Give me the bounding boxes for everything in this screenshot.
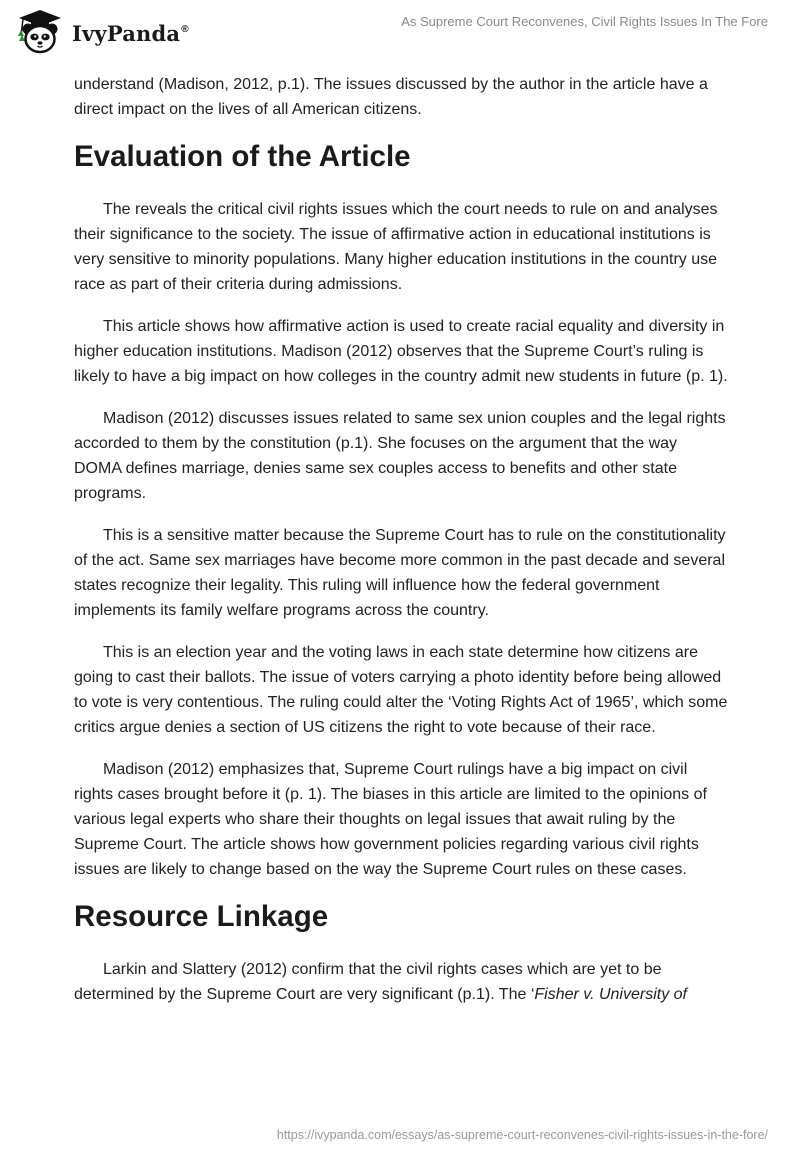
paragraph: This article shows how affirmative action is used to create racial equality and diversity in higher education institutions. Madison (2012) observes that the Supreme Court’s ruling is likely to have a big impact on how colleges in the country admit new students in future (p. 1).: [74, 318, 728, 385]
paragraph: This is a sensitive matter because the Supreme Court has to rule on the constitutionality of the act. Same sex marriages have become more common in the past decade and several states recognize their legality. This ruling will influence how the federal government implements its family welfare programs across the country.: [74, 527, 726, 619]
panda-graduate-icon: [14, 6, 66, 58]
section-heading-evaluation: Evaluation of the Article: [74, 140, 411, 173]
intro-paragraph: understand (Madison, 2012, p.1). The issues discussed by the author in the article have a direct impact on the lives of all American citizens.: [74, 76, 708, 118]
section-heading-resource-linkage: Resource Linkage: [74, 900, 329, 933]
essay-title: As Supreme Court Reconvenes, Civil Rights Issues In The Fore: [401, 14, 768, 29]
paragraph: This is an election year and the voting laws in each state determine how citizens are going to cast their ballots. The issue of voters carrying a photo identity before being allowed to vote is very contentious. The ruling could alter the ‘Voting Rights Act of 1965’, which some critics argue denies a section of US citizens the right to vote because of their race.: [74, 644, 728, 736]
ivypanda-logo[interactable]: [14, 6, 189, 58]
case-name-italic: Fisher v. University of: [534, 986, 687, 1003]
paragraph: Madison (2012) emphasizes that, Supreme Court rulings have a big impact on civil rights cases brought before it (p. 1). The biases in this article are limited to the opinions of various legal experts who share their thoughts on legal issues that await ruling by the Supreme Court. The article shows how government policies regarding various civil rights issues are likely to change based on the way the Supreme Court rules on these cases.: [74, 761, 707, 878]
logo-text: IvyPanda: [72, 20, 181, 46]
registered-mark: ®: [181, 23, 189, 35]
paragraph: [74, 957, 728, 1007]
logo-wordmark: [72, 21, 189, 46]
source-url[interactable]: https://ivypanda.com/essays/as-supreme-court-reconvenes-civil-rights-issues-in-the-fore/: [276, 1128, 768, 1142]
page-header: [0, 0, 800, 64]
paragraph: The reveals the critical civil rights issues which the court needs to rule on and analyses their significance to the society. The issue of affirmative action in educational institutions is very sensitive to minority populations. Many higher education institutions in the country use race as part of their criteria during admissions.: [74, 201, 718, 293]
paragraph: Madison (2012) discusses issues related to same sex union couples and the legal rights accorded to them by the constitution (p.1). She focuses on the argument that the way DOMA defines marriage, denies same sex couples access to benefits and other state programs.: [74, 410, 726, 502]
paragraph-text: Larkin and Slattery (2012) confirm that the civil rights cases which are yet to be determined by the Supreme Court are very significant (p.1). The ‘: [74, 961, 662, 1003]
article-body: [74, 72, 728, 1024]
